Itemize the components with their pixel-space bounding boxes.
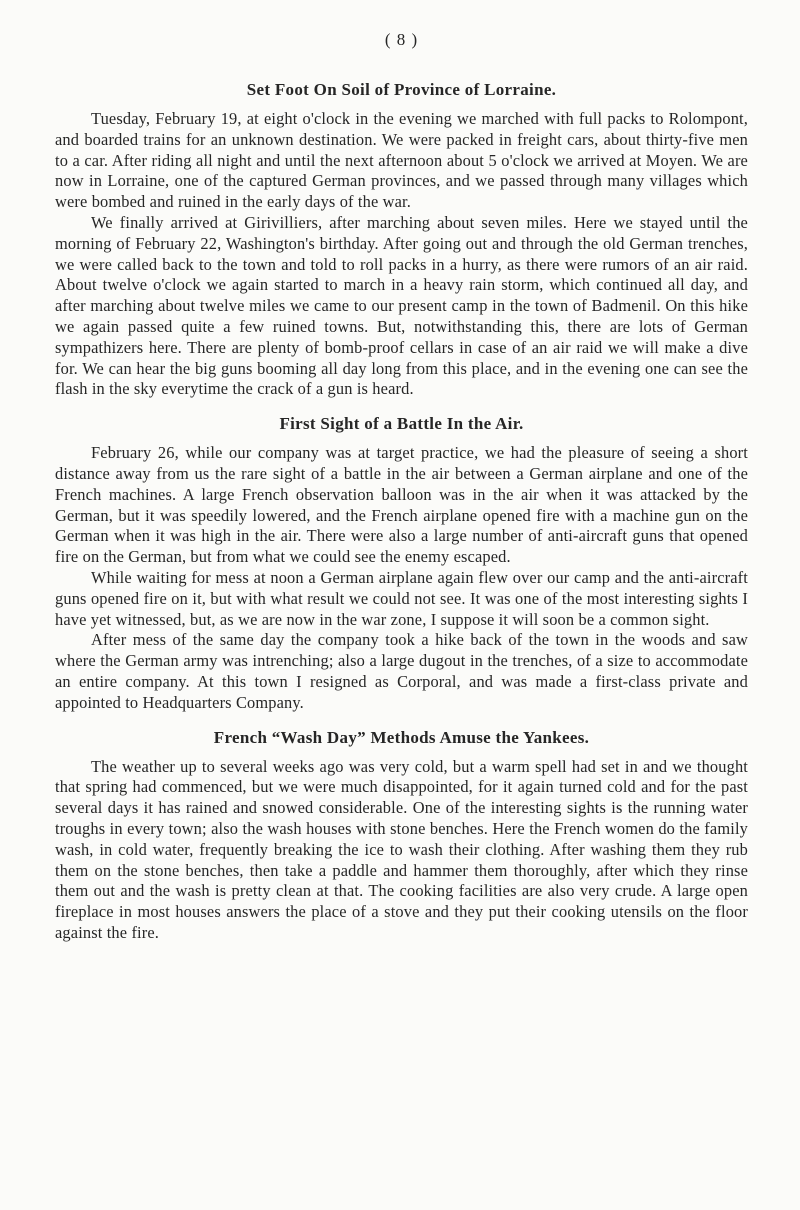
section-title: French “Wash Day” Methods Amuse the Yankees.	[213, 727, 590, 747]
section-lorraine	[55, 80, 748, 400]
page-number: ( 8 )	[384, 30, 419, 49]
section-title: First Sight of a Battle In the Air.	[279, 414, 524, 434]
paragraph: Tuesday, February 19, at eight o'clock in the evening we marched with full packs to Rolompont, and boarded trains for an unknown destination. We were packed in freight cars, about thirty-five men to a car. After riding all night and until the next afternoon about 5 o'clock we arrived at Moyen. We are now in Lorraine, one of the captured German provinces, and we passed through many villages which were bombed and ruined in the early days of the war.	[55, 109, 748, 212]
section-air-battle	[55, 414, 748, 713]
paragraph: While waiting for mess at noon a German airplane again flew over our camp and the anti-aircraft guns opened fire on it, but with what result we could not see. It was one of the most interesting sights I have yet witnessed, but, as we are now in the war zone, I suppose it will soon be a common sight.	[55, 567, 748, 629]
paragraph: The weather up to several weeks ago was very cold, but a warm spell had set in and we thought that spring had commenced, but we were much disappointed, for it again turned cold and for the past several days it has rained and snowed considerable. One of the interesting sights is the running water troughs in every town; also the wash houses with stone benches. Here the French women do the family wash, in cold water, frequently breaking the ice to wash their clothing. After washing them they rub them on the stone benches, then take a paddle and hammer them thoroughly, after which they rinse them out and the wash is pretty clean at that. The cooking facilities are also very crude. A large open fireplace in most houses answers the place of a stove and they put their cooking utensils on the floor against the fire.	[55, 756, 748, 942]
section-wash-day	[55, 728, 748, 944]
section-title: Set Foot On Soil of Province of Lorraine.	[246, 80, 557, 99]
paragraph: We finally arrived at Girivilliers, after marching about seven miles. Here we stayed until the morning of February 22, Washington's birthday. After going out and through the old German trenches, we were called back to the town and told to roll packs in a hurry, as there were rumors of an air raid. About twelve o'clock we again started to march in a heavy rain storm, which continued all day, and after marching about twelve miles we came to our present camp in the town of Badmenil. On this hike we again passed quite a few ruined towns. But, notwithstanding this, there are lots of German sympathizers here. There are plenty of bomb-proof cellars in case of an air raid we will make a dive for. We can hear the big guns booming all day long from this place, and in the evening one can see the flash in the sky everytime the crack of a gun is heard.	[55, 212, 748, 399]
paragraph: February 26, while our company was at target practice, we had the pleasure of seeing a short distance away from us the rare sight of a battle in the air between a German airplane and one of the French machines. A large French observation balloon was in the air when it was attacked by the German, but it was speedily lowered, and the French airplane opened fire with a machine gun on the German when it was high in the air. There were also a large number of anti-aircraft guns that opened fire on the German, but from what we could see the enemy escaped.	[55, 443, 748, 567]
paragraph: After mess of the same day the company took a hike back of the town in the woods and saw where the German army was intrenching; also a large dugout in the trenches, of a size to accommodate an entire company. At this town I resigned as Corporal, and was made a first-class private and appointed to Headquarters Company.	[55, 630, 748, 712]
